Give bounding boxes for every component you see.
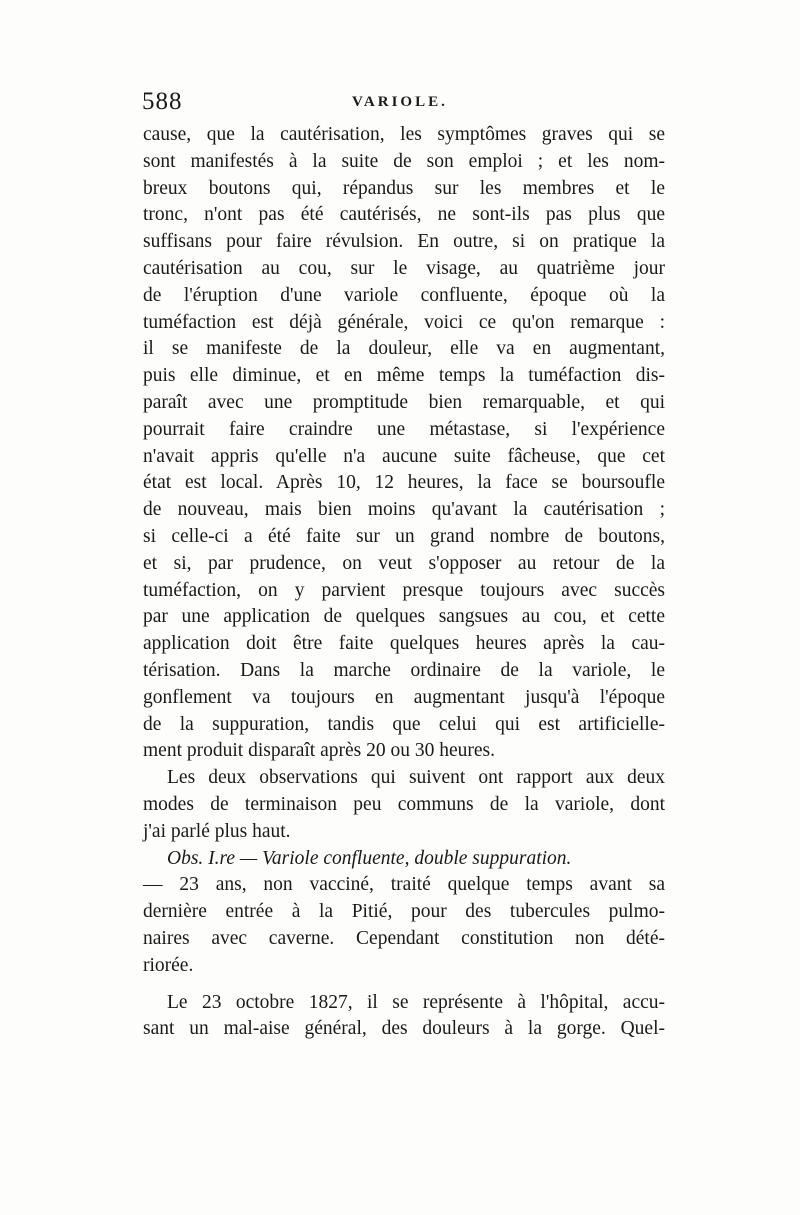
paragraph-spacer: [143, 980, 665, 990]
text-line: cause, que la cautérisation, les symptômes graves qui se: [143, 124, 665, 145]
text-line: Le 23 octobre 1827, il se représente à l'hôpital, accu-: [167, 991, 665, 1013]
observation-title: Variole confluente, double suppuration.: [262, 847, 572, 869]
text-line: par une application de quelques sangsues au cou, et cette: [143, 606, 665, 628]
text-line: modes de terminaison peu communs de la variole, dont: [143, 793, 665, 815]
text-line: et si, par prudence, on veut s'opposer au retour de la: [143, 552, 665, 574]
observation-heading: [143, 846, 665, 873]
text-line: ment produit disparaît après 20 ou 30 heures.: [143, 740, 495, 762]
text-line: de nouveau, mais bien moins qu'avant la cautérisation ;: [143, 499, 665, 521]
text-line: il se manifeste de la douleur, elle va en augmentant,: [143, 338, 665, 360]
text-line: paraît avec une promptitude bien remarquable, et qui: [143, 391, 665, 413]
text-line: Les deux observations qui suivent ont rapport aux deux: [167, 767, 665, 789]
text-line: n'avait appris qu'elle n'a aucune suite fâcheuse, que cet: [143, 445, 665, 467]
page-number: 588: [142, 88, 183, 115]
text-line: si celle-ci a été faite sur un grand nombre de boutons,: [143, 525, 665, 547]
text-line: breux boutons qui, répandus sur les membres et le: [143, 177, 665, 199]
paragraph-case-start: [143, 990, 665, 1044]
text-line: application doit être faite quelques heures après la cau-: [143, 633, 665, 655]
paragraph-observations-intro: [143, 765, 665, 845]
observation-label: Obs. I.re —: [167, 847, 258, 869]
observation-one: [143, 846, 665, 980]
text-line: tuméfaction, on y parvient presque toujours avec succès: [143, 579, 665, 601]
body-text: [143, 122, 665, 1043]
text-line: état est local. Après 10, 12 heures, la face se boursoufle: [143, 472, 665, 494]
text-line: térisation. Dans la marche ordinaire de la variole, le: [143, 659, 665, 681]
running-head: [142, 88, 662, 118]
text-line: dernière entrée à la Pitié, pour des tubercules pulmo-: [143, 901, 665, 923]
text-line: de la suppuration, tandis que celui qui est artificielle-: [143, 713, 665, 735]
text-line: pourrait faire craindre une métastase, si l'expérience: [143, 418, 665, 440]
text-line: cautérisation au cou, sur le visage, au quatrième jour: [143, 257, 665, 279]
text-line: j'ai parlé plus haut.: [143, 820, 291, 842]
text-line: naires avec caverne. Cependant constitution non dété-: [143, 927, 665, 949]
text-line: de l'éruption d'une variole confluente, époque où la: [143, 284, 665, 306]
text-line: suffisans pour faire révulsion. En outre, si on pratique la: [143, 231, 665, 253]
paragraph-cauterisation: [143, 122, 665, 765]
text-line: gonflement va toujours en augmentant jusqu'à l'époque: [143, 686, 665, 708]
text-line: puis elle diminue, et en même temps la tuméfaction dis-: [143, 365, 665, 387]
text-line: tuméfaction est déjà générale, voici ce qu'on remarque :: [143, 311, 665, 333]
text-line: — 23 ans, non vacciné, traité quelque temps avant sa: [143, 874, 665, 896]
running-title: VARIOLE.: [352, 94, 448, 110]
text-line: sant un mal-aise général, des douleurs à la gorge. Quel-: [143, 1018, 665, 1040]
text-line: riorée.: [143, 954, 194, 976]
text-line: sont manifestés à la suite de son emploi ; et les nom-: [143, 150, 665, 172]
text-line: tronc, n'ont pas été cautérisés, ne sont-ils pas plus que: [143, 204, 665, 226]
